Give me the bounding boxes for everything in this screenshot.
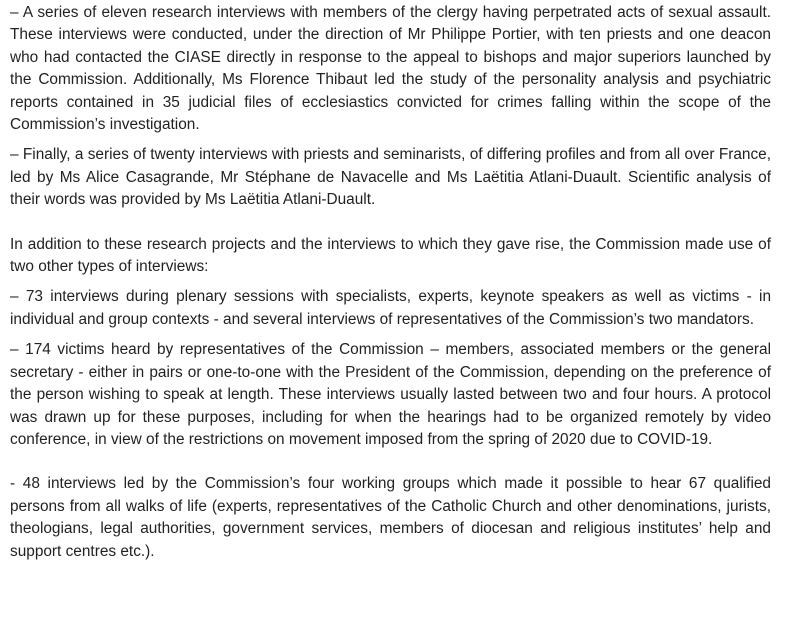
paragraph-plenary-interviews: – 73 interviews during plenary sessions with specialists, experts, keynote speakers as well as victims - in individual and group contexts - and several interviews of representatives of the Commission’s two mandators. (10, 288, 771, 328)
paragraph-working-groups-interviews: - 48 interviews led by the Commission’s four working groups which made it possible to hear 67 qualified persons from all walks of life (experts, representatives of the Catholic Church and other denominations, jurists, theologians, legal authorities, government services, members of diocesan and religious institutes’ help and support centres etc.). (10, 475, 771, 560)
paragraph-research-interviews-clergy: – A series of eleven research interviews with members of the clergy having perpetrated acts of sexual assault. These interviews were conducted, under the direction of Mr Philippe Portier, with ten priests and one deacon who had contacted the CIASE directly in response to the appeal to bishops and major superiors launched by the Commission. Additionally, Ms Florence Thibaut led the study of the personality analysis and psychiatric reports contained in 35 judicial files of ecclesiastics convicted for crimes falling within the scope of the Commission’s investigation. (10, 4, 771, 134)
paragraph-interviews-priests-seminarists: – Finally, a series of twenty interviews with priests and seminarists, of differing profiles and from all over France, led by Ms Alice Casagrande, Mr Stéphane de Navacelle and Ms Laëtitia Atlani-Duault. Scientific analysis of their words was provided by Ms Laëtitia Atlani-Duault. (10, 146, 771, 209)
paragraph-victims-heard: – 174 victims heard by representatives of the Commission – members, associated members or the general secretary - either in pairs or one-to-one with the President of the Commission, depending on the preference of the person wishing to speak at length. These interviews usually lasted between two and four hours. A protocol was drawn up for these purposes, including for when the hearings had to be organized remotely by video conference, in view of the restrictions on movement imposed from the spring of 2020 due to COVID-19. (10, 341, 771, 448)
paragraph-other-interview-types: In addition to these research projects and the interviews to which they gave rise, the Commission made use of two other types of interviews: (10, 235, 771, 276)
